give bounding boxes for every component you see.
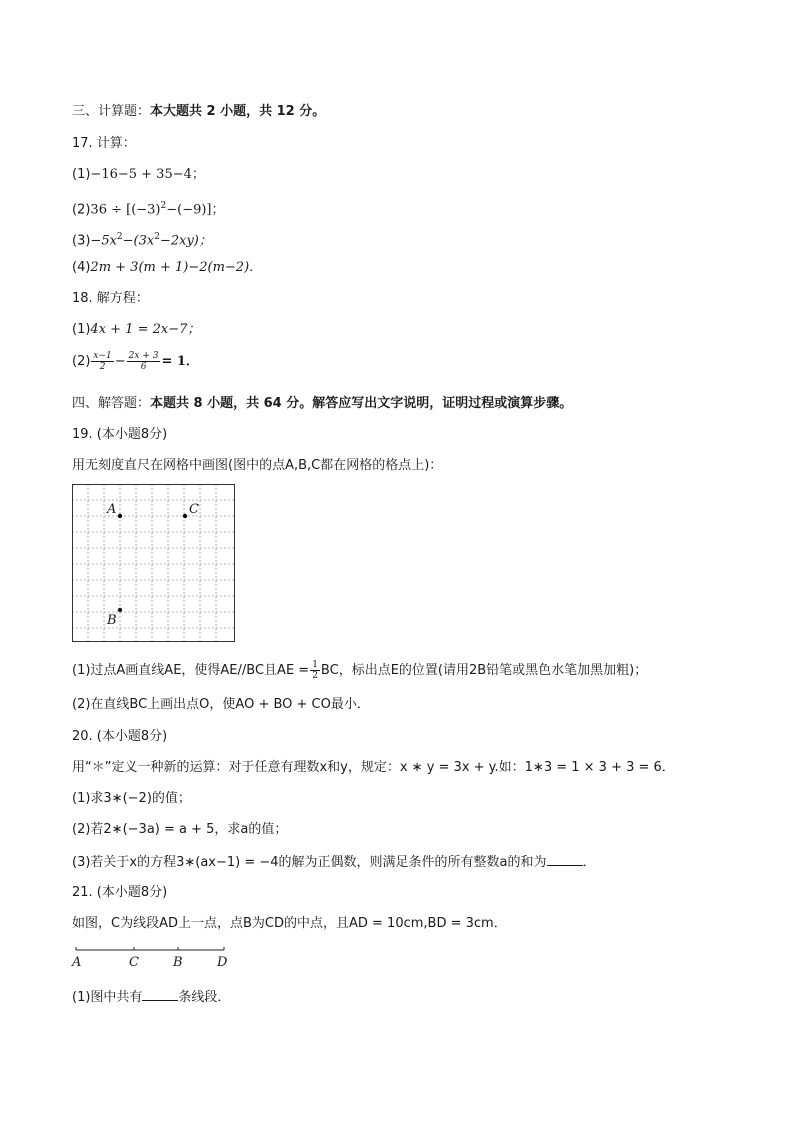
q20-part1: (1)求3∗(−2)的值；	[72, 791, 191, 806]
point-c-dot	[183, 514, 187, 518]
q17-part3-expr-b: −(3x	[122, 233, 155, 249]
q17-part4	[72, 259, 262, 277]
q20-description: 用“＊”定义一种新的运算：对于任意有理数x和y，规定：x ∗ y = 3x + y.如：1∗3 = 1 × 3 + 3 = 6．	[72, 760, 675, 775]
q18-fraction-1	[91, 351, 113, 372]
point-a-label: A	[107, 502, 117, 517]
section-4-title: 本题共 8 小题，共 64 分。解答应写出文字说明，证明过程或演算步骤。	[150, 396, 573, 411]
segment-label-c: C	[129, 955, 139, 970]
q17-part3-expr-a: −5x	[90, 233, 117, 249]
section-4-header	[72, 395, 572, 413]
q17-part2-label: (2)	[72, 202, 91, 218]
q18-part2-label: (2)	[72, 354, 91, 369]
q17-part2-exponent: 2	[160, 201, 167, 211]
q21-segment-figure	[70, 942, 240, 972]
q18-fraction-2-numerator: 2x + 3	[128, 351, 159, 361]
segment-label-d: D	[217, 955, 228, 970]
q17-part3-expr-c: −2xy)；	[159, 233, 212, 249]
q17-part4-expr: 2m + 3(m + 1)−2(m−2)．	[90, 260, 263, 275]
q19-part1-text-a: (1)过点A画直线AE，使得AE//BC且AE =	[72, 663, 310, 678]
q21-part1-text-b: 条线段．	[178, 990, 231, 1005]
q17-part3	[72, 228, 212, 250]
q19-part2: (2)在直线BC上画出点O，使AO + BO + CO最小．	[72, 697, 370, 712]
q18-fraction-1-numerator: x−1	[93, 351, 112, 361]
q17-part1-label: (1)	[72, 167, 91, 182]
q18-fraction-2	[127, 351, 161, 372]
q18-part2-rest: = 1．	[161, 354, 199, 369]
q21-part1	[72, 988, 230, 1007]
q17-part1	[72, 166, 205, 184]
q17-part2-expr-a: 36 ÷ [(−3)	[90, 202, 161, 218]
q19-fraction-numerator: 1	[312, 660, 318, 670]
q18-fraction-2-denominator: 6	[140, 362, 147, 372]
q20-part3-text-b: ．	[582, 855, 596, 870]
segment-label-b: B	[173, 955, 183, 970]
q17-part1-expr: −16−5 + 35−4；	[90, 167, 205, 182]
q17-part3-exponent: 2	[116, 232, 123, 242]
section-3-prefix: 三、计算题：	[72, 104, 151, 119]
q18-part1-expr: 4x + 1 = 2x−7；	[90, 322, 201, 337]
q21-description: 如图，C为线段AD上一点，点B为CD的中点，且AD = 10cm,BD = 3cm．	[72, 916, 507, 931]
grid-lines	[72, 484, 234, 642]
q21-part1-text-a: (1)图中共有	[72, 990, 143, 1005]
q19-part1-fraction	[310, 660, 320, 681]
grid-border	[73, 485, 235, 642]
q19-description: 用无刻度直尺在网格中画图(图中的点A,B,C都在网格的格点上)：	[72, 458, 443, 473]
q18-part1	[72, 321, 200, 339]
section-3-header	[72, 103, 325, 121]
q18-part2	[72, 350, 199, 374]
q19-title: 19. (本小题8分)	[72, 427, 168, 442]
q19-part1	[72, 660, 647, 682]
q18-title: 18. 解方程：	[72, 291, 149, 306]
q17-part3-exponent-2: 2	[154, 232, 160, 242]
q20-answer-blank	[547, 853, 583, 866]
q17-part2	[72, 197, 225, 219]
section-4-prefix: 四、解答题：	[72, 396, 151, 411]
point-c-label: C	[189, 502, 199, 517]
q20-part3	[72, 853, 596, 872]
q19-grid-figure	[72, 484, 236, 644]
point-b-dot	[118, 608, 122, 612]
q17-part2-expr-b: −(−9)]；	[166, 202, 225, 218]
q17-title: 17. 计算：	[72, 136, 136, 151]
q19-part1-text-b: BC，标出点E的位置(请用2B铅笔或黑色水笔加黑加粗)；	[320, 663, 648, 678]
q19-fraction-denominator: 2	[312, 671, 318, 681]
section-3-title: 本大题共 2 小题，共 12 分。	[150, 104, 326, 119]
q20-part3-text-a: (3)若关于x的方程3∗(ax−1) = −4的解为正偶数，则满足条件的所有整数a的和为	[72, 855, 547, 870]
q21-title: 21. (本小题8分)	[72, 885, 168, 900]
q20-part2: (2)若2∗(−3a) = a + 5，求a的值；	[72, 822, 288, 837]
q17-part3-label: (3)	[72, 233, 91, 249]
point-b-label: B	[107, 613, 117, 628]
q18-fraction-1-denominator: 2	[99, 362, 106, 372]
q20-title: 20. (本小题8分)	[72, 729, 168, 744]
q17-part4-label: (4)	[72, 260, 91, 275]
q18-part1-label: (1)	[72, 322, 91, 337]
q21-answer-blank	[142, 988, 178, 1001]
segment-label-a: A	[72, 955, 82, 970]
q18-minus-sign: −	[114, 354, 126, 369]
point-a-dot	[118, 514, 122, 518]
